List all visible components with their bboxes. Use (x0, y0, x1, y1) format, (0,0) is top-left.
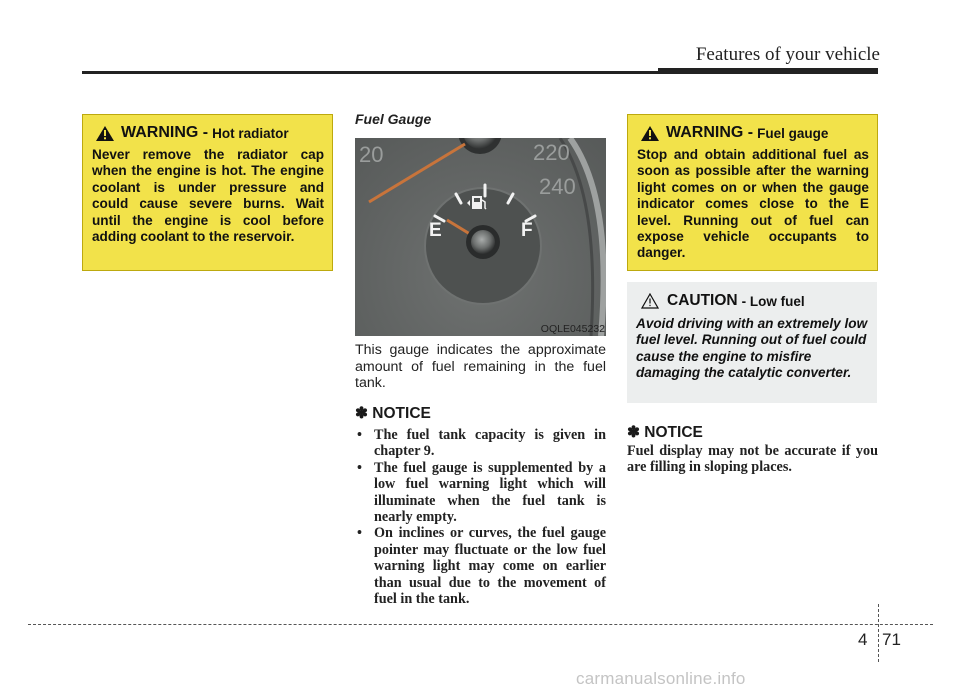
caution-subtitle: - Low fuel (741, 293, 805, 309)
warning-subtitle: Fuel gauge (757, 125, 829, 141)
warning-body: Never remove the radiator cap when the engine is hot. The engine coolant is under pressure and could cause severe burns. Wait until the engine is cool before adding coolant to the reservoir. (92, 147, 324, 245)
notice-body-right: Fuel display may not be accurate if you are filling in sloping places. (627, 443, 878, 476)
fuel-gauge-heading: Fuel Gauge (355, 111, 432, 127)
fuel-gauge-illustration (355, 138, 606, 336)
warning-triangle-icon (95, 125, 115, 142)
chapter-number: 4 (858, 630, 868, 649)
warning-title: WARNING - (666, 124, 754, 141)
watermark: carmanualsonline.info (576, 669, 746, 688)
caution-triangle-icon (641, 293, 659, 309)
warning-heading (640, 124, 869, 142)
notice-heading-right: ✽ NOTICE (627, 424, 703, 441)
warning-title: WARNING - (121, 124, 209, 141)
list-item: • On inclines or curves, the fuel gauge pointer may fluctuate or the low fuel warning light may come on earlier than usual due to the movement of fuel in the tank. (357, 525, 606, 608)
list-item: • The fuel gauge is supplemented by a low fuel warning light which will illuminate when the fuel tank is nearly empty. (357, 459, 606, 526)
gauge-mark-20: 20 (359, 142, 384, 167)
page-number: 71 (882, 630, 901, 649)
warning-heading (95, 124, 324, 142)
warning-subtitle: Hot radiator (212, 125, 289, 141)
caution-low-fuel-box (627, 282, 877, 403)
fuel-gauge-image (355, 138, 606, 336)
gauge-label-full: F (521, 220, 533, 241)
page-section-title: Features of your vehicle (695, 44, 880, 65)
gauge-mark-220: 220 (533, 140, 570, 165)
caution-heading (641, 292, 869, 310)
warning-triangle-icon (640, 125, 660, 142)
warning-fuel-gauge-box (627, 114, 878, 271)
image-code: OQLE045232 (540, 323, 605, 335)
notice-list (355, 427, 606, 607)
notice-heading-left: ✽ NOTICE (355, 405, 431, 422)
warning-hot-radiator-box (82, 114, 333, 271)
gauge-label-empty: E (429, 220, 442, 241)
list-item: • The fuel tank capacity is given in chapter 9. (357, 427, 606, 460)
header-rule-accent (658, 68, 878, 74)
gauge-mark-240: 240 (539, 174, 576, 199)
caution-body: Avoid driving with an extremely low fuel level. Running out of fuel could cause the engine to misfire damaging the catalytic converter. (636, 316, 868, 381)
caution-title: CAUTION (667, 292, 738, 309)
footer-rule (28, 624, 933, 625)
fuel-gauge-description: This gauge indicates the approximate amount of fuel remaining in the fuel tank. (355, 342, 606, 392)
warning-body: Stop and obtain additional fuel as soon as possible after the warning light comes on or when the gauge indicator comes close to the E level. Running out of fuel can expose vehicle occupants to danger. (637, 147, 869, 261)
footer-divider (878, 604, 879, 662)
